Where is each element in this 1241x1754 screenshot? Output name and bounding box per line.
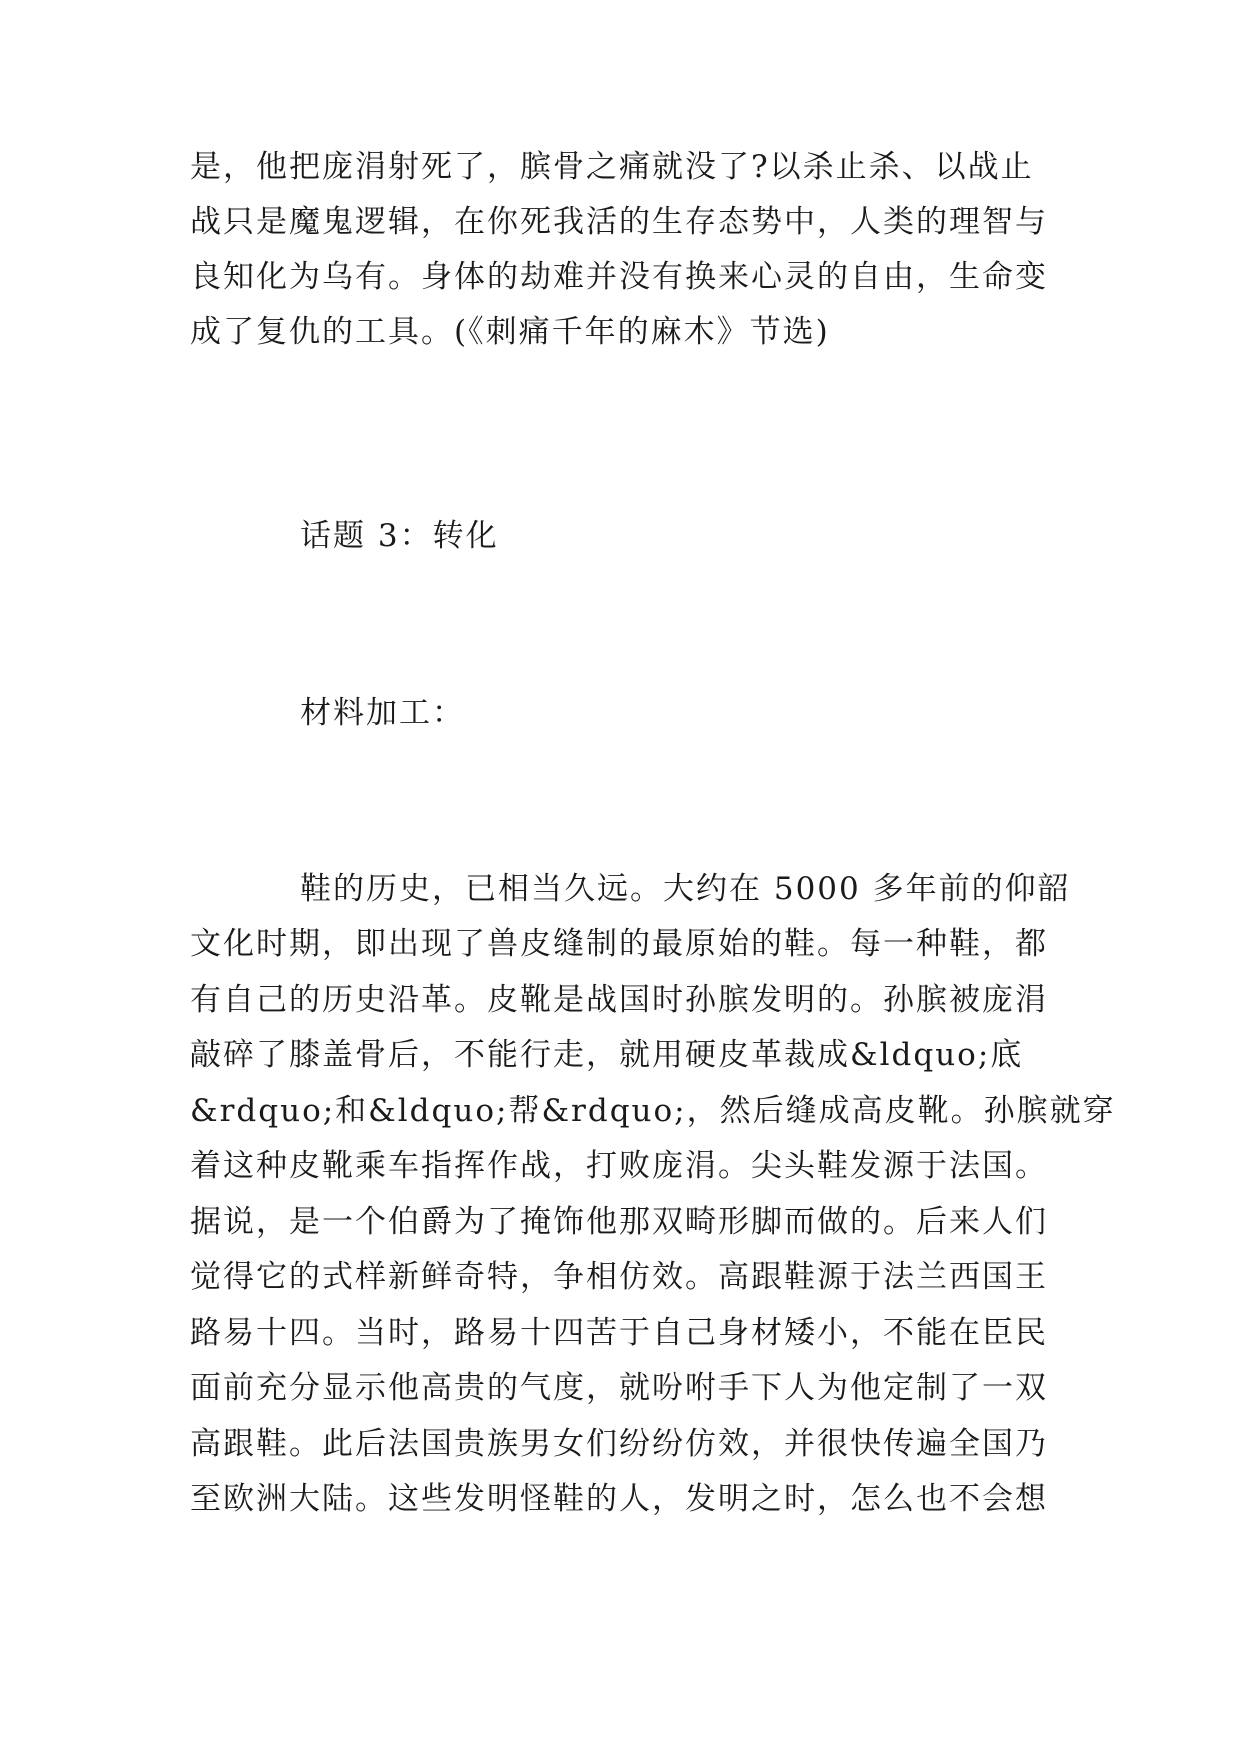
topic-heading: 话题 3：转化 bbox=[300, 518, 499, 554]
text-line: 面前充分显示他高贵的气度，就吩咐手下人为他定制了一双 bbox=[190, 1370, 1048, 1406]
text-line: &rdquo;和&ldquo;帮&rdquo;，然后缝成高皮靴。孙膑就穿 bbox=[190, 1093, 1116, 1129]
text-line: 觉得它的式样新鲜奇特，争相仿效。高跟鞋源于法兰西国王 bbox=[190, 1259, 1048, 1295]
text-line: 是，他把庞涓射死了，膑骨之痛就没了?以杀止杀、以战止 bbox=[190, 149, 1034, 185]
material-heading: 材料加工： bbox=[300, 695, 465, 731]
text-line: 文化时期，即出现了兽皮缝制的最原始的鞋。每一种鞋，都 bbox=[190, 926, 1048, 962]
text-line: 良知化为乌有。身体的劫难并没有换来心灵的自由，生命变 bbox=[190, 259, 1048, 295]
text-line: 鞋的历史，已相当久远。大约在 5000 多年前的仰韶 bbox=[300, 871, 1071, 907]
text-line: 成了复仇的工具。(《刺痛千年的麻木》节选) bbox=[190, 314, 830, 350]
text-line: 高跟鞋。此后法国贵族男女们纷纷仿效，并很快传遍全国乃 bbox=[190, 1426, 1048, 1462]
text-line: 据说，是一个伯爵为了掩饰他那双畸形脚而做的。后来人们 bbox=[190, 1204, 1048, 1240]
text-line: 至欧洲大陆。这些发明怪鞋的人，发明之时，怎么也不会想 bbox=[190, 1481, 1048, 1517]
text-line: 着这种皮靴乘车指挥作战，打败庞涓。尖头鞋发源于法国。 bbox=[190, 1148, 1048, 1184]
text-line: 敲碎了膝盖骨后，不能行走，就用硬皮革裁成&ldquo;底 bbox=[190, 1037, 1024, 1073]
text-line: 有自己的历史沿革。皮靴是战国时孙膑发明的。孙膑被庞涓 bbox=[190, 982, 1048, 1018]
text-line: 路易十四。当时，路易十四苦于自己身材矮小，不能在臣民 bbox=[190, 1315, 1048, 1351]
text-line: 战只是魔鬼逻辑，在你死我活的生存态势中，人类的理智与 bbox=[190, 204, 1048, 240]
